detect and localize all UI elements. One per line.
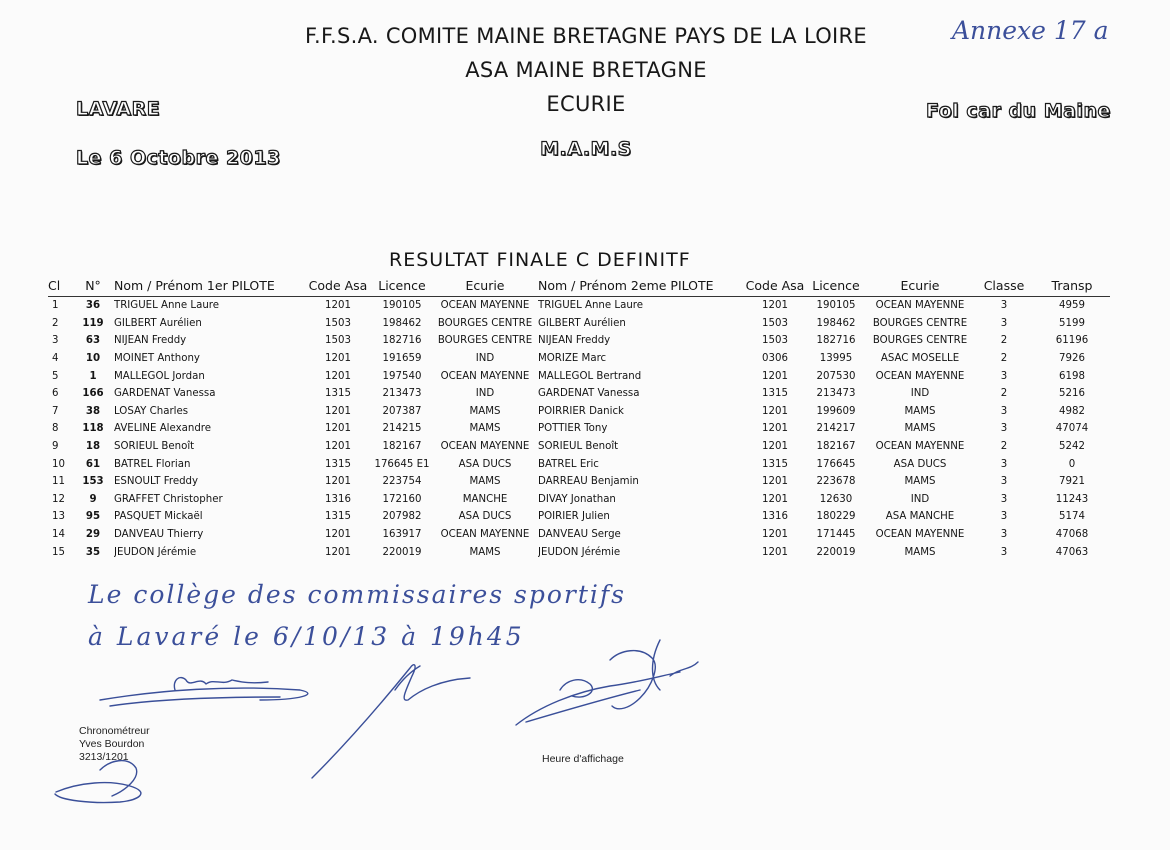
cell-ecurie2: MAMS <box>904 405 936 417</box>
cell-pilot1: NIJEAN Freddy <box>114 335 187 347</box>
cell-cl: 2 <box>52 317 59 329</box>
cell-pilot1: SORIEUL Benoît <box>114 441 195 453</box>
cell-licence1: 176645 E1 <box>374 458 430 470</box>
cell-cl: 3 <box>52 335 59 347</box>
cell-licence1: 214215 <box>382 423 422 435</box>
cell-licence2: 223678 <box>816 476 856 488</box>
cell-pilot2: GILBERT Aurélien <box>538 317 626 329</box>
cell-pilot2: MALLEGOL Bertrand <box>538 370 642 382</box>
cell-pilot2: DIVAY Jonathan <box>538 493 616 505</box>
cell-licence2: 13995 <box>819 353 853 365</box>
cell-code-asa2: 1201 <box>762 476 788 488</box>
cell-ecurie1: MAMS <box>469 423 501 435</box>
cell-pilot1: JEUDON Jérémie <box>114 546 197 558</box>
cell-classe: 3 <box>1000 405 1008 417</box>
cell-number: 35 <box>85 546 101 558</box>
col-header-licence2: Licence <box>806 276 866 297</box>
cell-transp: 47074 <box>1055 423 1089 435</box>
cell-ecurie1: MANCHE <box>462 493 508 505</box>
cell-ecurie2: OCEAN MAYENNE <box>875 370 965 382</box>
cell-code-asa2: 1201 <box>762 370 788 382</box>
cell-pilot1: MOINET Anthony <box>114 353 200 365</box>
cell-licence2: 171445 <box>816 529 856 541</box>
cell-licence2: 213473 <box>816 388 856 400</box>
results-title: RESULTAT FINALE C DEFINITF <box>389 249 691 271</box>
cell-classe: 2 <box>1000 335 1008 347</box>
cell-licence1: 197540 <box>382 370 422 382</box>
chrono-licence: 3213/1201 <box>79 751 129 763</box>
cell-ecurie1: OCEAN MAYENNE <box>440 529 530 541</box>
cell-licence1: 191659 <box>382 353 422 365</box>
cell-ecurie1: MAMS <box>469 546 501 558</box>
cell-ecurie2: MAMS <box>904 423 936 435</box>
cell-pilot1: AVELINE Alexandre <box>114 423 212 435</box>
cell-pilot2: BATREL Eric <box>538 458 599 470</box>
cell-licence1: 182167 <box>382 441 422 453</box>
cell-number: 38 <box>85 405 101 417</box>
cell-code-asa1: 1315 <box>325 511 351 523</box>
cell-licence1: 172160 <box>382 493 422 505</box>
cell-code-asa1: 1315 <box>325 388 351 400</box>
cell-number: 119 <box>82 317 104 329</box>
handwritten-line-2: à Lavaré le 6/10/13 à 19h45 <box>88 622 525 651</box>
cell-code-asa2: 1201 <box>762 405 788 417</box>
col-header-number: N° <box>72 276 114 297</box>
col-header-classe: Classe <box>974 276 1034 297</box>
cell-transp: 47068 <box>1055 529 1089 541</box>
cell-ecurie2: BOURGES CENTRE <box>872 335 968 347</box>
cell-classe: 2 <box>1000 441 1008 453</box>
cell-licence1: 223754 <box>382 476 422 488</box>
cell-cl: 4 <box>52 353 59 365</box>
cell-pilot1: ESNOULT Freddy <box>114 476 199 488</box>
cell-licence1: 198462 <box>382 317 422 329</box>
cell-ecurie1: ASA DUCS <box>458 458 512 470</box>
cell-ecurie2: MAMS <box>904 546 936 558</box>
cell-ecurie1: OCEAN MAYENNE <box>440 370 530 382</box>
cell-code-asa1: 1201 <box>325 441 351 453</box>
cell-classe: 3 <box>1000 370 1008 382</box>
cell-cl: 14 <box>52 529 65 541</box>
cell-classe: 2 <box>1000 353 1008 365</box>
cell-pilot1: GARDENAT Vanessa <box>114 388 216 400</box>
chrono-name: Yves Bourdon <box>79 738 145 750</box>
cell-code-asa2: 1316 <box>762 511 788 523</box>
cell-pilot1: MALLEGOL Jordan <box>114 370 205 382</box>
cell-code-asa2: 1315 <box>762 388 788 400</box>
cell-classe: 3 <box>1000 511 1008 523</box>
cell-ecurie1: IND <box>475 388 495 400</box>
cell-number: 63 <box>85 335 101 347</box>
cell-number: 118 <box>82 423 104 435</box>
cell-number: 95 <box>85 511 101 523</box>
cell-transp: 11243 <box>1055 493 1089 505</box>
cell-pilot2: POIRRIER Danick <box>538 405 624 417</box>
cell-pilot2: GARDENAT Vanessa <box>538 388 640 400</box>
col-header-ecurie1: Ecurie <box>432 276 538 297</box>
cell-number: 29 <box>85 529 101 541</box>
cell-transp: 6198 <box>1059 370 1085 382</box>
cell-classe: 3 <box>1000 529 1008 541</box>
cell-transp: 4959 <box>1059 300 1085 312</box>
cell-ecurie2: ASAC MOSELLE <box>880 353 960 365</box>
cell-code-asa1: 1201 <box>325 353 351 365</box>
header-line-1: F.F.S.A. COMITE MAINE BRETAGNE PAYS DE LA LOIRE <box>305 24 867 48</box>
cell-pilot2: JEUDON Jérémie <box>538 546 621 558</box>
cell-number: 18 <box>85 441 101 453</box>
cell-cl: 8 <box>52 423 59 435</box>
col-header-licence1: Licence <box>372 276 432 297</box>
cell-code-asa1: 1316 <box>325 493 351 505</box>
cell-licence1: 213473 <box>382 388 422 400</box>
cell-code-asa2: 1201 <box>762 546 788 558</box>
cell-cl: 5 <box>52 370 59 382</box>
cell-transp: 7921 <box>1059 476 1085 488</box>
col-header-code-asa2: Code Asa <box>744 276 806 297</box>
cell-classe: 3 <box>1000 476 1008 488</box>
cell-classe: 3 <box>1000 300 1008 312</box>
cell-pilot2: POTTIER Tony <box>538 423 608 435</box>
cell-cl: 10 <box>52 458 65 470</box>
cell-ecurie1: ASA DUCS <box>458 511 512 523</box>
cell-licence2: 182716 <box>816 335 856 347</box>
cell-licence2: 180229 <box>816 511 856 523</box>
cell-ecurie1: BOURGES CENTRE <box>437 335 533 347</box>
cell-number: 36 <box>85 300 101 312</box>
cell-licence1: 207982 <box>382 511 422 523</box>
cell-transp: 5216 <box>1059 388 1085 400</box>
chrono-title: Chronométreur <box>79 725 150 737</box>
cell-cl: 11 <box>52 476 65 488</box>
cell-licence1: 182716 <box>382 335 422 347</box>
cell-transp: 61196 <box>1055 335 1089 347</box>
cell-licence2: 214217 <box>816 423 856 435</box>
annex-note: Annexe 17 a <box>952 16 1109 45</box>
cell-licence2: 176645 <box>816 458 856 470</box>
cell-ecurie2: OCEAN MAYENNE <box>875 300 965 312</box>
cell-code-asa2: 1503 <box>762 335 788 347</box>
cell-cl: 13 <box>52 511 65 523</box>
cell-ecurie2: ASA DUCS <box>893 458 947 470</box>
cell-ecurie2: IND <box>910 493 930 505</box>
cell-licence1: 163917 <box>382 529 422 541</box>
cell-pilot2: NIJEAN Freddy <box>538 335 611 347</box>
signature-2 <box>312 665 470 778</box>
cell-cl: 9 <box>52 441 59 453</box>
cell-code-asa1: 1201 <box>325 476 351 488</box>
cell-pilot2: POIRIER Julien <box>538 511 610 523</box>
cell-ecurie1: OCEAN MAYENNE <box>440 441 530 453</box>
cell-cl: 12 <box>52 493 65 505</box>
col-header-transp: Transp <box>1034 276 1110 297</box>
cell-code-asa2: 1503 <box>762 317 788 329</box>
cell-licence1: 220019 <box>382 546 422 558</box>
cell-cl: 1 <box>52 300 59 312</box>
cell-ecurie1: OCEAN MAYENNE <box>440 300 530 312</box>
cell-transp: 0 <box>1068 458 1076 470</box>
cell-transp: 7926 <box>1059 353 1085 365</box>
cell-pilot1: LOSAY Charles <box>114 405 189 417</box>
cell-licence2: 198462 <box>816 317 856 329</box>
event-date: Le 6 Octobre 2013 <box>76 147 281 169</box>
cell-pilot1: TRIGUEL Anne Laure <box>114 300 220 312</box>
cell-classe: 3 <box>1000 317 1008 329</box>
cell-cl: 6 <box>52 388 59 400</box>
cell-classe: 3 <box>1000 546 1008 558</box>
cell-pilot1: GILBERT Aurélien <box>114 317 202 329</box>
cell-number: 166 <box>82 388 104 400</box>
cell-code-asa1: 1315 <box>325 458 351 470</box>
signature-1 <box>100 678 308 706</box>
cell-pilot2: DARREAU Benjamin <box>538 476 639 488</box>
cell-licence2: 190105 <box>816 300 856 312</box>
cell-code-asa2: 1201 <box>762 423 788 435</box>
cell-licence2: 220019 <box>816 546 856 558</box>
cell-number: 1 <box>89 370 97 382</box>
cell-ecurie2: BOURGES CENTRE <box>872 317 968 329</box>
cell-transp: 47063 <box>1055 546 1089 558</box>
cell-pilot2: MORIZE Marc <box>538 353 607 365</box>
cell-cl: 7 <box>52 405 59 417</box>
cell-code-asa2: 1315 <box>762 458 788 470</box>
cell-transp: 5199 <box>1059 317 1085 329</box>
cell-ecurie2: IND <box>910 388 930 400</box>
cell-ecurie1: IND <box>475 353 495 365</box>
cell-code-asa1: 1201 <box>325 529 351 541</box>
cell-licence1: 207387 <box>382 405 422 417</box>
col-header-ecurie2: Ecurie <box>866 276 974 297</box>
cell-classe: 3 <box>1000 493 1008 505</box>
handwritten-line-1: Le collège des commissaires sportifs <box>88 580 627 609</box>
cell-code-asa2: 0306 <box>762 353 788 365</box>
cell-licence2: 199609 <box>816 405 856 417</box>
cell-classe: 2 <box>1000 388 1008 400</box>
cell-code-asa1: 1201 <box>325 405 351 417</box>
cell-ecurie2: OCEAN MAYENNE <box>875 529 965 541</box>
cell-pilot1: BATREL Florian <box>114 458 191 470</box>
cell-ecurie1: BOURGES CENTRE <box>437 317 533 329</box>
event-name: Fol car du Maine <box>926 100 1111 122</box>
signature-4 <box>55 761 141 803</box>
header-line-3: ECURIE <box>546 92 626 116</box>
signature-3 <box>516 640 698 725</box>
cell-licence2: 12630 <box>819 493 853 505</box>
cell-transp: 5174 <box>1059 511 1085 523</box>
posting-time-label: Heure d'affichage <box>542 753 624 765</box>
cell-ecurie2: OCEAN MAYENNE <box>875 441 965 453</box>
cell-ecurie2: MAMS <box>904 476 936 488</box>
cell-pilot1: DANVEAU Thierry <box>114 529 204 541</box>
col-header-pilot1: Nom / Prénom 1er PILOTE <box>114 276 304 297</box>
cell-code-asa2: 1201 <box>762 441 788 453</box>
ecurie-name: M.A.M.S <box>540 138 632 160</box>
col-header-cl: Cl <box>48 276 72 297</box>
cell-transp: 5242 <box>1059 441 1085 453</box>
cell-ecurie1: MAMS <box>469 405 501 417</box>
cell-code-asa1: 1503 <box>325 317 351 329</box>
cell-transp: 4982 <box>1059 405 1085 417</box>
cell-number: 10 <box>85 353 101 365</box>
cell-pilot1: PASQUET Mickaël <box>114 511 203 523</box>
cell-code-asa1: 1201 <box>325 370 351 382</box>
cell-cl: 15 <box>52 546 65 558</box>
cell-licence2: 182167 <box>816 441 856 453</box>
cell-code-asa1: 1201 <box>325 300 351 312</box>
cell-code-asa2: 1201 <box>762 529 788 541</box>
col-header-pilot2: Nom / Prénom 2eme PILOTE <box>538 276 744 297</box>
location-label: LAVARE <box>76 98 161 120</box>
cell-licence2: 207530 <box>816 370 856 382</box>
header-line-2: ASA MAINE BRETAGNE <box>465 58 707 82</box>
cell-ecurie2: ASA MANCHE <box>885 511 955 523</box>
col-header-code-asa1: Code Asa <box>304 276 372 297</box>
cell-code-asa2: 1201 <box>762 300 788 312</box>
cell-pilot1: GRAFFET Christopher <box>114 493 223 505</box>
cell-pilot2: DANVEAU Serge <box>538 529 621 541</box>
cell-code-asa2: 1201 <box>762 493 788 505</box>
cell-licence1: 190105 <box>382 300 422 312</box>
cell-pilot2: TRIGUEL Anne Laure <box>538 300 644 312</box>
cell-pilot2: SORIEUL Benoît <box>538 441 619 453</box>
cell-number: 9 <box>89 493 97 505</box>
cell-code-asa1: 1503 <box>325 335 351 347</box>
cell-code-asa1: 1201 <box>325 423 351 435</box>
cell-classe: 3 <box>1000 458 1008 470</box>
cell-number: 153 <box>82 476 104 488</box>
cell-number: 61 <box>85 458 101 470</box>
cell-ecurie1: MAMS <box>469 476 501 488</box>
cell-classe: 3 <box>1000 423 1008 435</box>
cell-code-asa1: 1201 <box>325 546 351 558</box>
